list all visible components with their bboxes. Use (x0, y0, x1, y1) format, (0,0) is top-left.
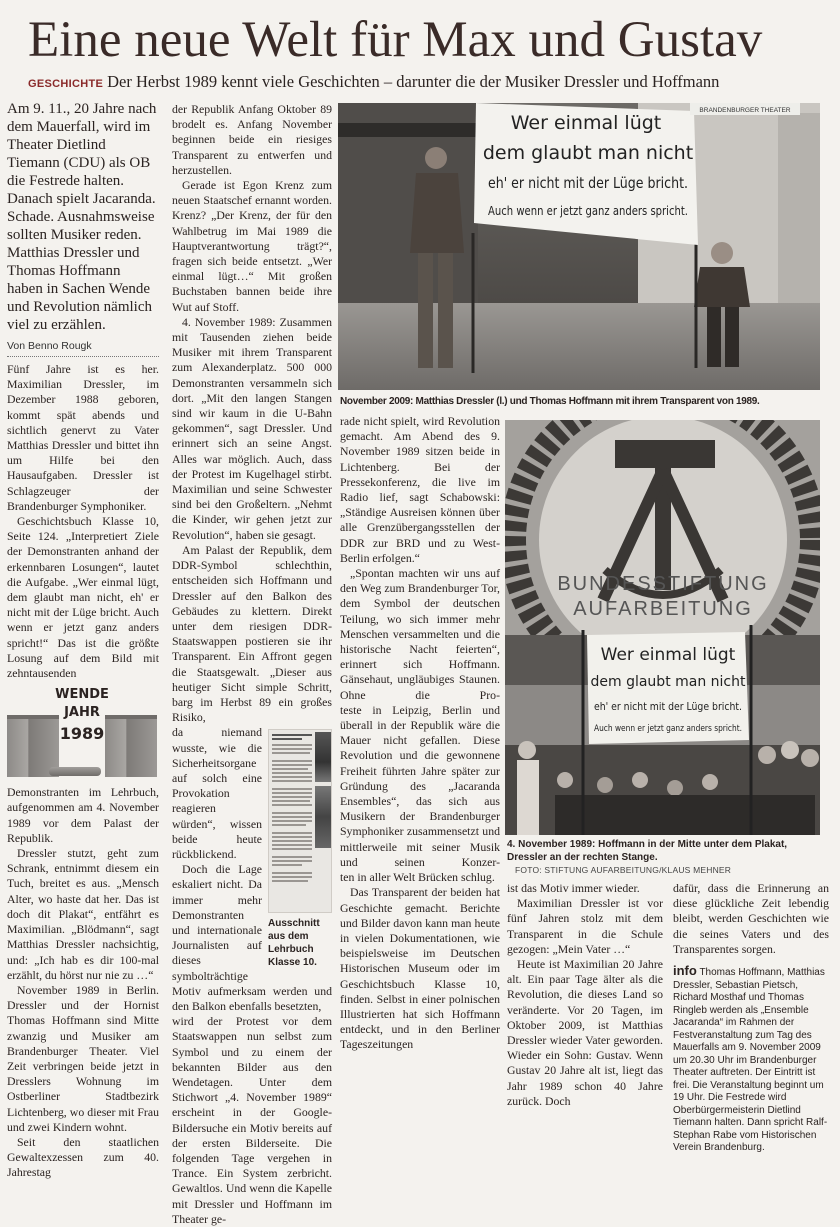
paragraph: ten in aller Welt Brücken schlug. (340, 870, 495, 885)
textbook-excerpt-image (268, 729, 332, 913)
info-box (673, 965, 829, 1155)
photo-1989-caption-block (507, 838, 820, 877)
paragraph: Demonstranten im Lehrbuch, aufgenommen am 4. November 1989 vor dem Palast der Republik. (7, 785, 159, 845)
paragraph: Heute ist Maximilian 20 Jahre alt. Ein paar Tage älter als die Revolution, die dieses Land so veränderte. Vor 20 Tagen, im Oktober 2009, ist Matthias Dressler wieder Vater geworden. Wieder ein Sohn: Gustav. Wenn Gustav 20 Jahre alt ist, liegt das Jahr 1989 schon 40 Jahre zurück. Doch (507, 957, 663, 1108)
paragraph: der Republik Anfang Oktober 89 brodelt es. Anfang November beginnen beide ein riesiges Transparent zu entwerfen und herzustellen. (172, 102, 332, 177)
paragraph: November 1989 in Berlin. Dressler und der Hornist Thomas Hoffmann sind Mitte zwanzig und Musiker am Brandenburger Theater. Viel Zeit verbringen beide jetzt in Dresslers Wohnung im Ostberliner Stadtbezirk Lichtenberg, wo dieser mit Frau und zwei Kindern wohnt. (7, 982, 159, 1134)
paragraph: teste in Leipzig, Berlin und überall in der Republik wäre die Mauer nicht gefallen. Diese Revolution und die gewonnene Freiheit führten Jahre später zur Gründung des „Jacaranda Ensembles“, das sich aus Musikern der Brandenburger Symphoniker zusammensetzt und mittlerweile mit seiner Musik und seinen Konzer- (340, 702, 500, 869)
paragraph: Am Palast der Republik, dem DDR-Symbol schlechthin, entscheiden sich Hoffmann und Dressler auf den Balkon des Gebäudes zu klettern. Direkt unter dem riesigen DDR-Staatswappen postieren sie ihr Transparent. Ein Affront gegen die Staatsgewalt. „Dieser aus heutiger Sicht simple Schritt, barg im Herbst 89 ein großes Risiko, (172, 542, 332, 725)
banner-line: Wer einmal lügt (600, 645, 736, 665)
photo-2009-banner (338, 103, 820, 390)
banner-line: dem glaubt man nicht (482, 142, 694, 164)
paragraph: Maximilian Dressler ist vor fünf Jahren stolz mit dem Transparent in die Schule gezogen: „Mein Vater …“ (507, 896, 663, 956)
photo-1989-demonstration (505, 420, 820, 835)
lead-paragraph: Am 9. 11., 20 Jahre nach dem Mauerfall, wird im Theater Dietlind Tiemann (CDU) als OB die Festrede halten. Danach spielt Jacaranda. Schade. Ausnahmsweise sollten Musiker reden. Matthias Dressler und Thomas Hoffmann haben in Sachen Wende und Revolution nämlich viel zu erzählen. (7, 101, 157, 333)
photo-2009-illustration (338, 103, 820, 390)
photo-2009-caption: November 2009: Matthias Dressler (l.) und Thomas Hoffmann mit ihrem Transparent von 1989. (340, 396, 760, 407)
textbook-caption: Ausschnitt aus dem Lehrbuch Klasse 10. (268, 918, 320, 969)
subheadline (28, 72, 719, 94)
paragraph: da niemand wusste, wie die Sicherheitsorgane auf solch eine Provokation reagieren würden“, wissen beide heute rückblickend. (172, 725, 262, 861)
info-label: info (673, 963, 697, 979)
banner-line: dem glaubt man nicht (590, 674, 746, 690)
wende-label: WENDE (55, 687, 109, 703)
banner-line: Auch wenn er jetzt ganz anders spricht. (594, 724, 742, 734)
column-5 (673, 881, 829, 1155)
kicker: GESCHICHTE (28, 78, 104, 90)
paragraph: Doch die Lage eskaliert nicht. Da immer mehr Demonstranten und internationale Journalisten auf dieses symbolträchtige Motiv aufmerksam werden und den Balkon ebenfalls besetzten, (172, 862, 332, 1013)
paragraph: Fünf Jahre ist es her. Maximilian Dressler, im Dezember 1988 geboren, kommt spät abends und sichtlich genervt zu Vater Matthias Dressler und bittet ihn um Hilfe bei den Hausaufgaben. Dressler ist Schlagzeuger der Brandenburger Symphoniker. (7, 362, 159, 513)
watermark-line: AUFARBEITUNG (573, 598, 753, 620)
column-3 (340, 414, 500, 1053)
paragraph: „Spontan machten wir uns auf den Weg zum Brandenburger Tor, dem Symbol der deutschen Teilung, wo sich immer mehr Menschen versammelten und die historische Nacht feierten“, erinnert sich Hoffmann. Gänsehaut, ungläubiges Staunen. Ohne die Pro- (340, 566, 500, 702)
column-2 (172, 102, 332, 1227)
photo-credit: FOTO: STIFTUNG AUFARBEITUNG/KLAUS MEHNER (515, 865, 732, 875)
paragraph: dafür, dass die Erinnerung an diese glückliche Zeit lebendig bleibt, werden Geschichten wie die seines Vaters und des Transparentes sorgen. (673, 881, 829, 956)
banner-line: eh' er nicht mit der Lüge bricht. (594, 700, 742, 713)
byline: Von Benno Rougk (7, 340, 159, 357)
column-1 (7, 100, 159, 1181)
textbook-excerpt (268, 729, 332, 969)
wende-jahr-1989-graphic (7, 687, 157, 779)
paragraph: Das Transparent der beiden hat Geschichte gemacht. Berichte und Bilder davon kann man heute in vielen Dokumentationen, wie beispielsweise im Deutschen Historischen Museum oder im Geschichtsbuch Klasse 10, finden. Selbst in einer polnischen Illustrierten hat sich Hoffmann entdeckt, und in den Berliner Tageszeitungen (340, 885, 500, 1052)
watermark-line: BUNDESSTIFTUNG (557, 573, 769, 595)
paragraph: 4. November 1989: Zusammen mit Tausenden ziehen beide Musiker mit ihrem Transparent zum Alexanderplatz. 500 000 Demonstranten versammeln sich dort. „Mit den langen Stangen sind wir kaum in die U-Bahn gekommen“, sagt Dressler. Und erinnert sich an seine Angst. Alles war möglich. Auch, dass der Protest im Kugelhagel stirbt. Maximilian und seine Schwester sind bei den Großeltern. „Nehmt die Kinder, wir gehen jetzt zur Revolution“, haben sie gesagt. (172, 314, 332, 542)
column-4 (507, 881, 663, 1109)
banner-line: eh' er nicht mit der Lüge bricht. (488, 174, 688, 192)
banner-line: Wer einmal lügt (510, 112, 662, 134)
paragraph: rade nicht spielt, wird Revolution gemacht. Am Abend des 9. November 1989 sitzen beide in Lichtenberg. Bei der Pressekonferenz, die live im Radio lief, sagt Schabowski: „Ständige Ausreisen können über alle Grenzübergangsstellen der DDR zur BRD und zu West-Berlin erfolgen.“ (340, 414, 500, 565)
subline-text: Der Herbst 1989 kennt viele Geschichten – darunter die der Musiker Dressler und Hoffmann (107, 72, 720, 91)
info-text: Thomas Hoffmann, Matthias Dressler, Sebastian Pietsch, Richard Mosthaf und Thomas Ringleb werden als „Ensemble Jacaranda“ im Rahmen der Festveranstaltung zum Tag des Mauerfalls am 9. November 2009 um 20.30 Uhr im Brandenburger Theater auftreten. Der Eintritt ist frei. Die Veranstaltung beginnt um 19 Uhr. Die Festrede wird Oberbürgermeisterin Dietlind Tiemann halten. Dann spricht Ralf-Stephan Rabe vom Historischen Verein Brandenburg. (673, 967, 828, 1154)
photo-1989-caption: 4. November 1989: Hoffmann in der Mitte unter dem Plakat, Dressler an der rechten Stange. (507, 839, 788, 863)
paragraph: wird der Protest vor dem Staatswappen nun selbst zum Symbol und zu einem der bekannten Bilder aus den Wendetagen. Unter dem Stichwort „4. November 1989“ erscheint in der Google-Bildersuche ein Motiv bereits auf der ersten Bilderseite. Die folgenden Tage vergehen in Trance. Ein System zerbricht. Gewaltlos. Und wenn die Kapelle mit Dressler und Hoffmann im Theater ge- (172, 1014, 332, 1226)
paragraph: Dressler stutzt, geht zum Schrank, entnimmt diesem ein Tuch, breitet es aus. „Mensch Alter, wo haste dat her. Das ist doch dit Plakat“, entfährt es Maximilian. „Blödmann“, sagt Matthias Dressler nachsichtig, und: „Ich hab es dir 100-mal erzählt, du hörst nur nie zu …“ (7, 846, 159, 982)
banner-line: Auch wenn er jetzt ganz anders spricht. (488, 204, 688, 218)
paragraph: ist das Motiv immer wieder. (507, 881, 640, 895)
year-label: 1989 (59, 724, 105, 744)
paragraph: Seit den staatlichen Gewaltexzessen zum 40. Jahrestag (7, 1134, 159, 1180)
wall-segment-fallen (49, 767, 101, 776)
headline: Eine neue Welt für Max und Gustav (28, 12, 763, 68)
jahr-label: JAHR (64, 705, 100, 721)
paragraph: Gerade ist Egon Krenz zum neuen Staatschef ernannt worden. Krenz? „Der Krenz, der für den Wahlbetrug im Mai 1989 die Hauptverantwortung trägt?“, fragen sich beide entsetzt. „Wer einmal lügt…“ Mit großen Buchstaben bannen beide ihre Wut auf Stoff. (172, 178, 332, 314)
paragraph: Geschichtsbuch Klasse 10, Seite 124. „Interpretiert Ziele der Demonstranten anhand der erkennbaren Losungen“, lautet die Aufgabe. „Wer einmal lügt, dem glaubt man nicht, eh' er nicht mit der Lüge bricht. Auch wenn er jetzt ganz anders spricht!“ Das ist die größte Losung auf dem Bild mit zehntausenden (7, 514, 159, 681)
theater-sign: BRANDENBURGER THEATER (699, 107, 791, 114)
photo-1989-illustration (505, 420, 820, 835)
